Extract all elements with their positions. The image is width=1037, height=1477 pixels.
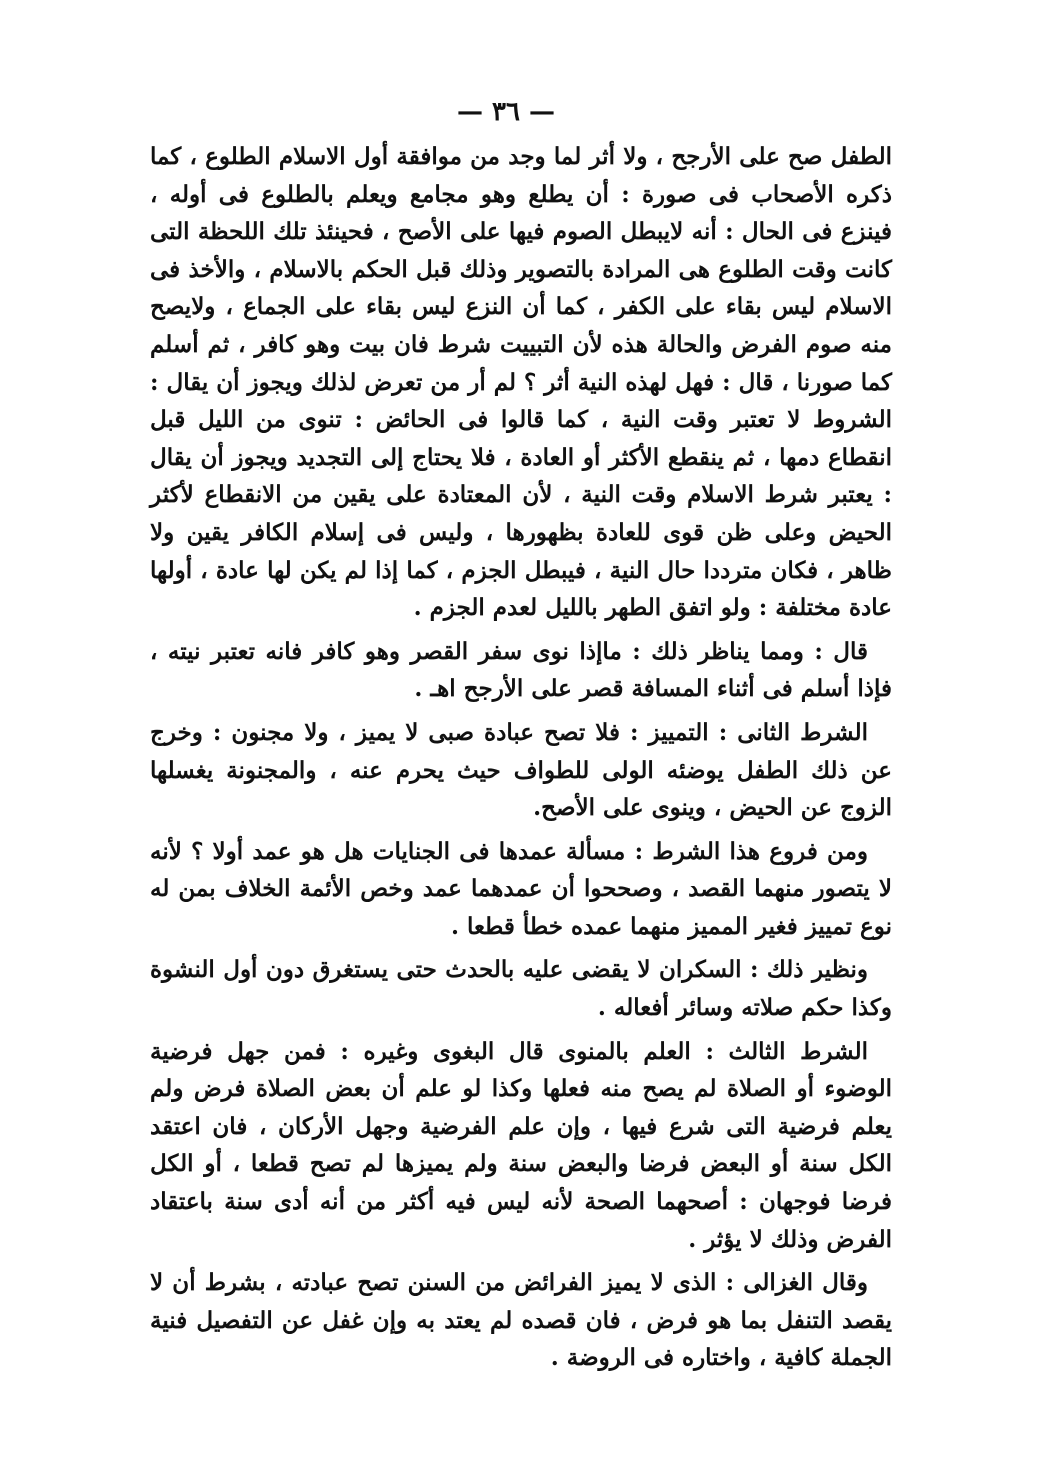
paragraph-continuation: الطفل صح على الأرجح ، ولا أثر لما وجد من موافقة أول الاسلام الطلوع ، كما ذكره الأصحاب فى صورة : أن يطلع وهو مجامع ويعلم بالطلوع فى أوله ، فينزع فى الحال : أنه لايبطل الصوم فيها على الأصح ، فحينئذ تلك اللحظة التى كانت وقت الطلوع هى المرادة بالتصوير وذلك قبل الحكم بالاسلام ، والأخذ فى الاسلام ليس بقاء على الكفر ، كما أن النزع ليس بقاء على الجماع ، ولايصح منه صوم الفرض والحالة هذه لأن التبييت شرط فان بيت وهو كافر ، ثم أسلم كما صورنا ، قال : فهل لهذه النية أثر ؟ لم أر من تعرض لذلك ويجوز أن يقال : الشروط لا تعتبر وقت النية ، كما قالوا فى الحائض : تنوى من الليل قبل انقطاع دمها ، ثم ينقطع الأكثر أو العادة ، فلا يحتاج إلى التجديد ويجوز أن يقال : يعتبر شرط الاسلام وقت النية ، لأن المعتادة على يقين من الانقطاع لأكثر الحيض وعلى ظن قوى للعادة بظهورها ، وليس فى إسلام الكافر يقين ولا ظاهر ، فكان مترددا حال النية ، فيبطل الجزم ، كما إذا لم يكن لها عادة ، أولها عادة مختلفة : ولو اتفق الطهر بالليل لعدم الجزم .: [150, 143, 892, 622]
document-page: [150, 92, 892, 1392]
paragraph-ghazali: وقال الغزالى : الذى لا يميز الفرائض من السنن تصح عبادته ، بشرط أن لا يقصد التنفل بما هو فرض ، فان قصده لم يعتد به وإن غفل عن التفصيل فنية الجملة كافية ، واختاره فى الروضة .: [150, 1269, 892, 1372]
paragraph-analogy: قال : ومما يناظر ذلك : ماإذا نوى سفر القصر وهو كافر فانه تعتبر نيته ، فإذا أسلم فى أثناء المسافة قصر على الأرجح اهـ .: [150, 637, 892, 703]
paragraph-branches: ومن فروع هذا الشرط : مسألة عمدها فى الجنايات هل هو عمد أولا ؟ لأنه لا يتصور منهما القصد ، وصححوا أن عمدهما عمد وخص الأئمة الخلاف بمن له نوع تمييز فغير المميز منهما عمده خطأ قطعا .: [150, 837, 892, 940]
paragraph-second-condition: الشرط الثانى : التمييز : فلا تصح عبادة صبى لا يميز ، ولا مجنون : وخرج عن ذلك الطفل يوضئه الولى للطواف حيث يحرم عنه ، والمجنونة يغسلها الزوج عن الحيض ، وينوى على الأصح.: [150, 718, 892, 822]
paragraph-third-condition: الشرط الثالث : العلم بالمنوى قال البغوى وغيره : فمن جهل فرضية الوضوء أو الصلاة لم يصح منه فعلها وكذا لو علم أن بعض الصلاة فرض ولم يعلم فرضية التى شرع فيها ، وإن علم الفرضية وجهل الأركان ، فان اعتقد الكل سنة أو البعض فرضا والبعض سنة ولم يميزها لم تصح قطعا ، أو الكل فرضا فوجهان : أصحهما الصحة لأنه ليس فيه أكثر من أنه أدى سنة باعتقاد الفرض وذلك لا يؤثر .: [150, 1037, 892, 1253]
page-number: — ٣٦ —: [456, 97, 556, 127]
paragraph-drunkard: ونظير ذلك : السكران لا يقضى عليه بالحدث حتى يستغرق دون أول النشوة وكذا حكم صلاته وسائر أفعاله .: [150, 956, 892, 1022]
